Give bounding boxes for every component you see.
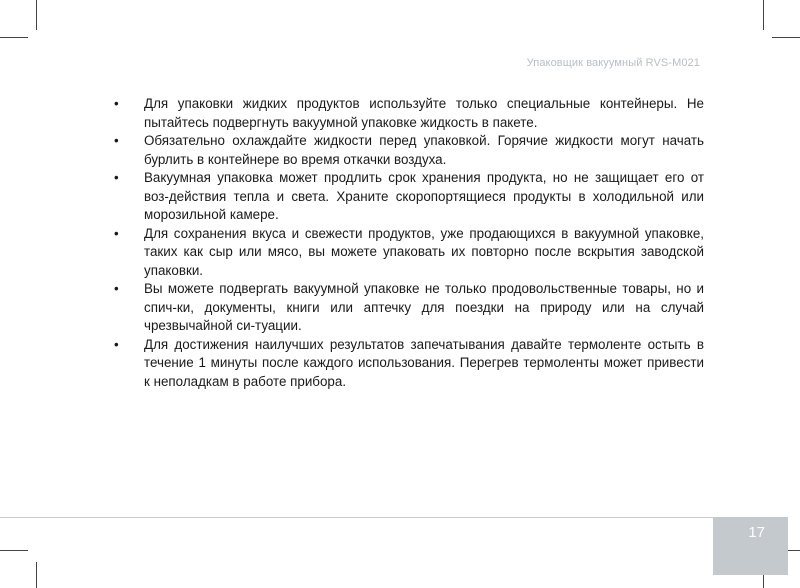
list-item bbox=[110, 280, 704, 336]
crop-mark bbox=[36, 0, 37, 30]
list-item-text: Для сохранения вкуса и свежести продуктов, уже продающихся в вакуумной упаковке, таких как сыр или мясо, вы можете упаковать их повторно после вскрытия заводской упаковки. bbox=[144, 225, 704, 278]
list-item bbox=[110, 95, 704, 132]
crop-mark bbox=[772, 37, 800, 38]
bullet-icon: • bbox=[114, 225, 119, 241]
running-header: Упаковщик вакуумный RVS-M021 bbox=[526, 57, 700, 69]
instructions-list bbox=[110, 95, 704, 391]
crop-mark bbox=[763, 0, 764, 30]
footer-divider bbox=[0, 517, 713, 518]
list-item bbox=[110, 336, 704, 392]
bullet-icon: • bbox=[114, 133, 119, 148]
bullet-icon: • bbox=[114, 96, 119, 111]
list-item-text: Вакуумная упаковка может продлить срок хранения продукта, но не защищает его от воз-действия тепла и света. Храните скоропортящиеся продукты в холодильной или морозильной камере. bbox=[144, 170, 704, 222]
crop-mark bbox=[36, 562, 37, 588]
list-item-text: Для упаковки жидких продуктов используйте только специальные контейнеры. Не пытайтесь подвергнуть вакуумной упаковке жидкость в пакете. bbox=[144, 96, 704, 130]
crop-mark bbox=[0, 37, 28, 38]
list-item-text: Обязательно охлаждайте жидкости перед упаковкой. Горячие жидкости могут начать бурлить в контейнере во время откачки воздуха. bbox=[144, 133, 704, 167]
list-item-text: Вы можете подвергать вакуумной упаковке не только продовольственные товары, но и спич-ки, документы, книги или аптечку для поездки на природу или на случай чрезвычайной си-туации. bbox=[144, 281, 704, 333]
page-number: 17 bbox=[748, 524, 765, 541]
list-item bbox=[110, 132, 704, 169]
list-item-text: Для достижения наилучших результатов запечатывания давайте термоленте остыть в течение 1 минуты после каждого использования. Перегрев термоленты может привести к неполадкам в работе прибора. bbox=[144, 336, 704, 389]
crop-mark bbox=[0, 550, 28, 551]
bullet-icon: • bbox=[114, 281, 119, 296]
bullet-icon: • bbox=[114, 170, 119, 185]
bullet-icon: • bbox=[114, 336, 119, 352]
list-item bbox=[110, 225, 704, 281]
list-item bbox=[110, 169, 704, 225]
